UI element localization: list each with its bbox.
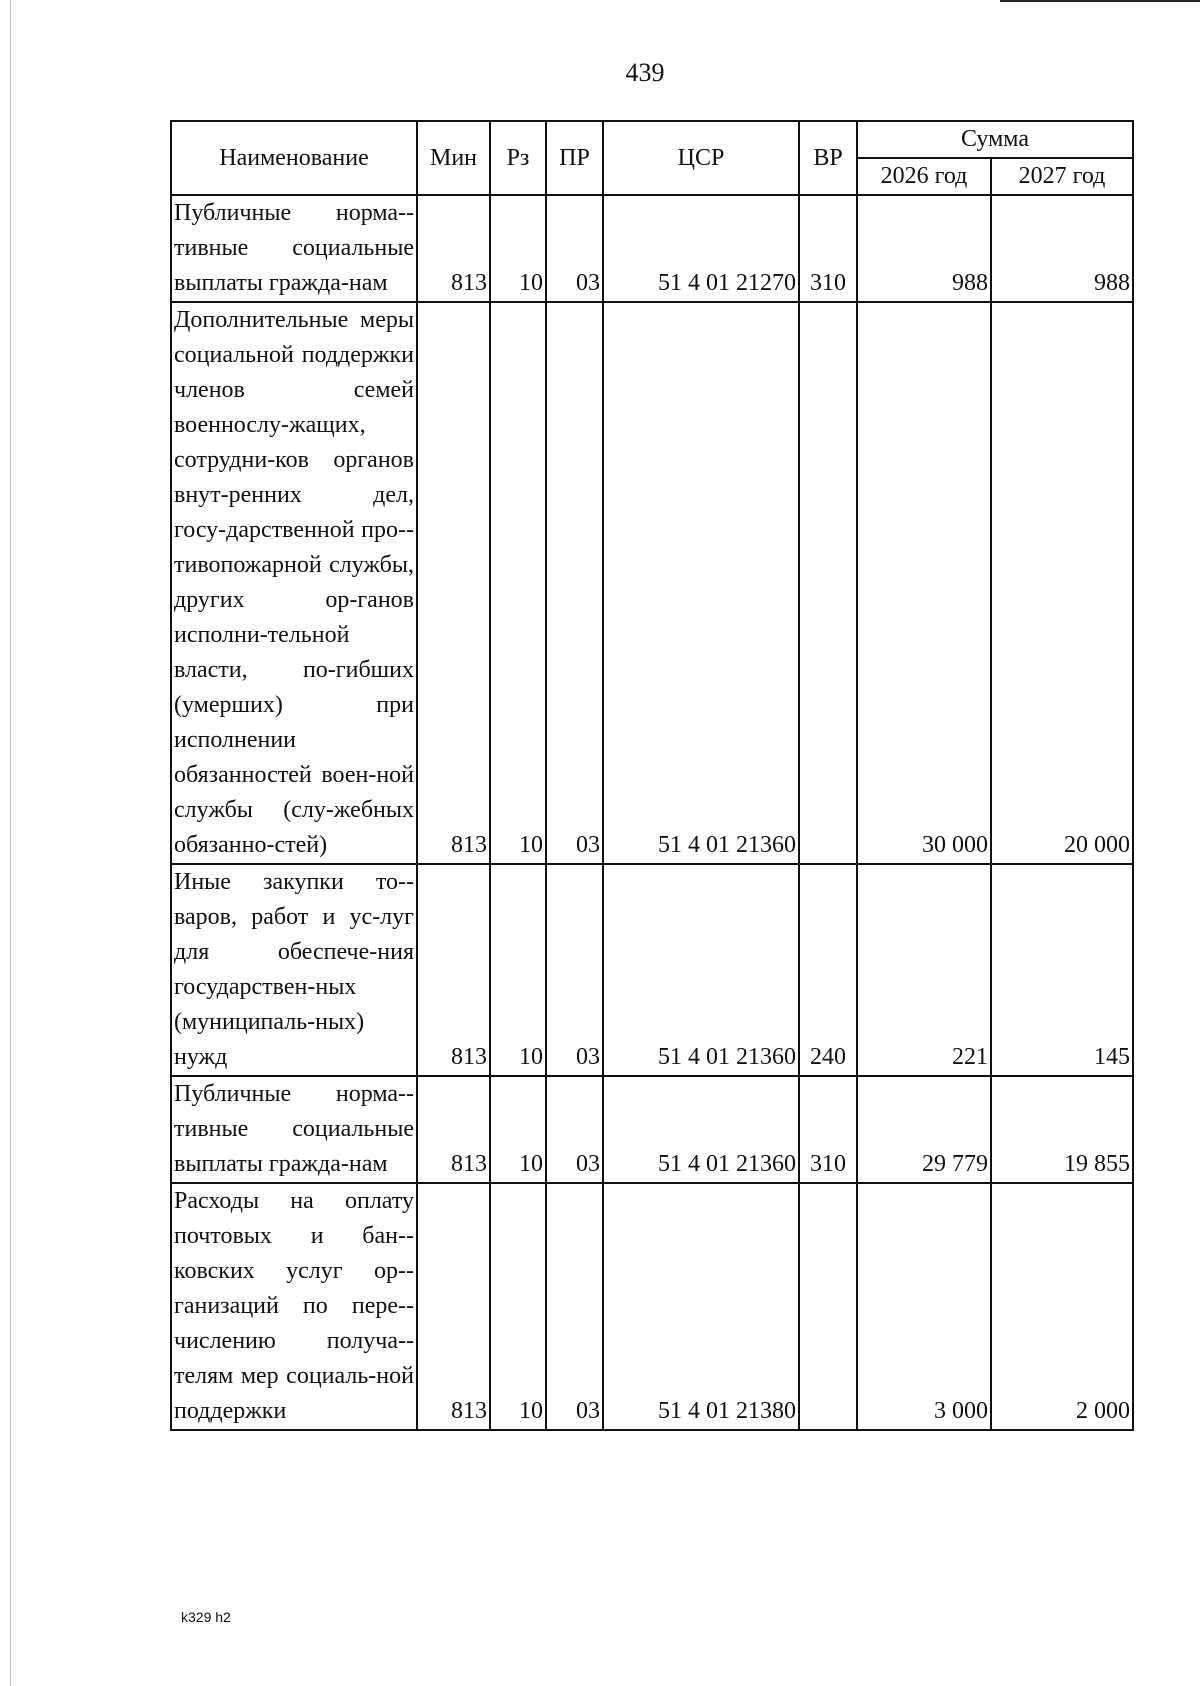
row-amount-2027: 988 (991, 195, 1133, 302)
row-rz: 10 (490, 864, 546, 1076)
page-edge-line (10, 0, 11, 1686)
row-rz: 10 (490, 1183, 546, 1430)
row-name: Дополнительные меры социальной поддержки членов семей военнослу-жащих, сотрудни-ков органов внут-ренних дел, госу-дарственной про-тивопожарной службы, других ор-ганов исполни-тельной власти, по-гибших (умерших) при исполнении обязанностей воен-ной службы (слу-жебных обязанно-стей) (171, 302, 417, 864)
row-csr: 51 4 01 21360 (603, 864, 799, 1076)
footer-code: k329 h2 (181, 1609, 231, 1625)
row-min: 813 (417, 1183, 490, 1430)
table-row (171, 1076, 1133, 1183)
header-year-2026: 2026 год (857, 158, 991, 195)
header-vr: ВР (799, 121, 857, 195)
row-vr (799, 302, 857, 864)
row-vr: 240 (799, 864, 857, 1076)
row-min: 813 (417, 302, 490, 864)
row-name: Публичные норма-тивные социальные выплаты гражда-нам (171, 195, 417, 302)
header-pr: ПР (546, 121, 603, 195)
row-csr: 51 4 01 21270 (603, 195, 799, 302)
row-csr: 51 4 01 21360 (603, 1076, 799, 1183)
table-body (171, 195, 1133, 1430)
row-amount-2026: 29 779 (857, 1076, 991, 1183)
row-amount-2026: 3 000 (857, 1183, 991, 1430)
row-amount-2027: 19 855 (991, 1076, 1133, 1183)
row-rz: 10 (490, 302, 546, 864)
row-rz: 10 (490, 195, 546, 302)
header-year-2027: 2027 год (991, 158, 1133, 195)
header-min: Мин (417, 121, 490, 195)
row-pr: 03 (546, 1076, 603, 1183)
row-pr: 03 (546, 302, 603, 864)
header-csr: ЦСР (603, 121, 799, 195)
row-amount-2027: 2 000 (991, 1183, 1133, 1430)
table-row (171, 1183, 1133, 1430)
row-vr: 310 (799, 1076, 857, 1183)
table-header (171, 121, 1133, 195)
row-min: 813 (417, 1076, 490, 1183)
header-rz: Рз (490, 121, 546, 195)
row-csr: 51 4 01 21380 (603, 1183, 799, 1430)
page-number: 439 (625, 58, 665, 87)
row-name: Расходы на оплату почтовых и бан-ковских услуг ор-ганизаций по пере-числению получа-телям мер социаль-ной поддержки (171, 1183, 417, 1430)
row-pr: 03 (546, 195, 603, 302)
row-rz: 10 (490, 1076, 546, 1183)
row-min: 813 (417, 864, 490, 1076)
row-amount-2026: 988 (857, 195, 991, 302)
table-row (171, 864, 1133, 1076)
table-row (171, 195, 1133, 302)
row-name: Иные закупки то-варов, работ и ус-луг для обеспече-ния государствен-ных (муниципаль-ных) нужд (171, 864, 417, 1076)
row-min: 813 (417, 195, 490, 302)
row-vr: 310 (799, 195, 857, 302)
row-csr: 51 4 01 21360 (603, 302, 799, 864)
header-sum: Сумма (857, 121, 1133, 158)
row-name: Публичные норма-тивные социальные выплаты гражда-нам (171, 1076, 417, 1183)
row-pr: 03 (546, 1183, 603, 1430)
row-pr: 03 (546, 864, 603, 1076)
row-amount-2026: 221 (857, 864, 991, 1076)
header-name: Наименование (171, 121, 417, 195)
page-edge-line (1000, 0, 1200, 2)
budget-table (170, 120, 1134, 1431)
row-amount-2027: 145 (991, 864, 1133, 1076)
table-row (171, 302, 1133, 864)
row-amount-2026: 30 000 (857, 302, 991, 864)
row-amount-2027: 20 000 (991, 302, 1133, 864)
row-vr (799, 1183, 857, 1430)
